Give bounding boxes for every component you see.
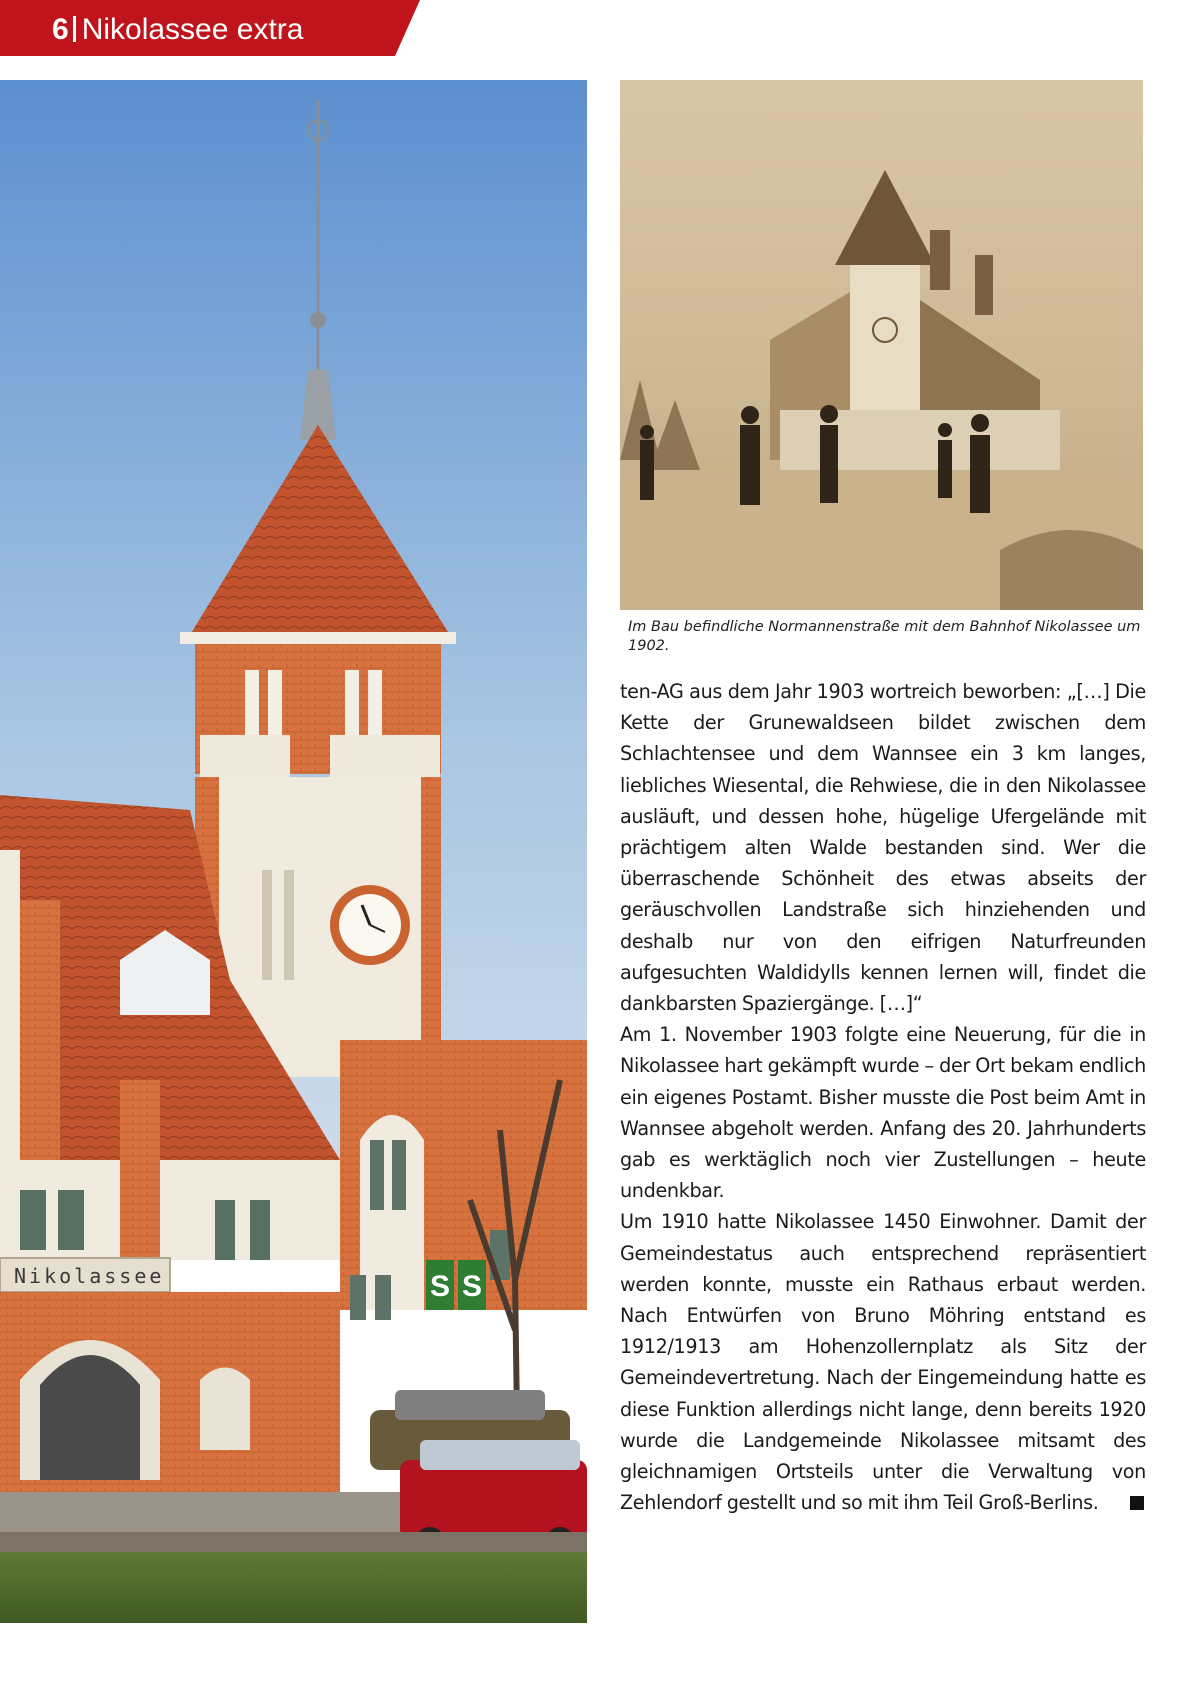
page-number: 6 [52,13,69,46]
section-header [0,0,420,56]
article-paragraph-3-text: Um 1910 hatte Nikolassee 1450 Einwohner. Damit der Gemeindestatus auch entsprechend repräsentiert werden konnte, musste ein Rathaus erbaut werden. Nach Entwürfen von Bruno Möhring entstand es 1912/1913 am Hohenzollernplatz als Sitz der Gemeindevertretung. Nach der Eingemeindung hatte es diese Funktion allerdings nicht lange, denn bereits 1920 wurde die Landgemeinde Nikolassee mitsamt des gleichnamigen Ortsteils unter die Verwaltung von Zehlendorf gestellt und so mit ihm Teil Groß-Berlins. [620,1210,1146,1515]
station-illustration [0,80,587,1623]
header-divider [73,16,76,42]
historic-illustration [620,80,1143,610]
end-of-article-icon [1130,1496,1144,1510]
svg-text:S: S [461,1270,483,1303]
station-photo [0,80,587,1623]
article-body [620,676,1146,1518]
article-paragraph-3 [620,1206,1146,1518]
station-sign-text: Nikolassee [14,1264,165,1288]
svg-text:S: S [429,1270,451,1303]
historic-photo [620,80,1143,610]
header-label [52,10,303,50]
article-paragraph-2: Am 1. November 1903 folgte eine Neuerung, für die in Nikolassee hart gekämpft wurde – der Ort bekam endlich ein eigenes Postamt. Bisher musste die Post beim Amt in Wannsee abgeholt werden. Anfang des 20. Jahrhunderts gab es werktäglich noch vier Zustellungen – heute undenkbar. [620,1023,1146,1203]
photo-caption: Im Bau befindliche Normannenstraße mit dem Bahnhof Nikolassee um 1902. [628,619,1141,654]
article-paragraph-1: ten-AG aus dem Jahr 1903 wortreich beworben: „[…] Die Kette der Grunewaldseen bildet zwischen dem Schlachtensee und dem Wannsee ein 3 km langes, liebliches Wiesental, die Rehwiese, die in den Nikolassee ausläuft, und dessen hohe, hügelige Ufergelände mit prächtigem alten Walde bestanden sind. Wer die überraschende Schönheit des etwas abseits der geräuschvollen Landstraße sich hinziehenden und deshalb nur von den eifrigen Naturfreunden aufgesuchten Waldidylls kennen lernen will, findet die dankbarsten Spaziergänge. […]“ [620,680,1146,1016]
section-title: Nikolassee extra [81,13,304,46]
